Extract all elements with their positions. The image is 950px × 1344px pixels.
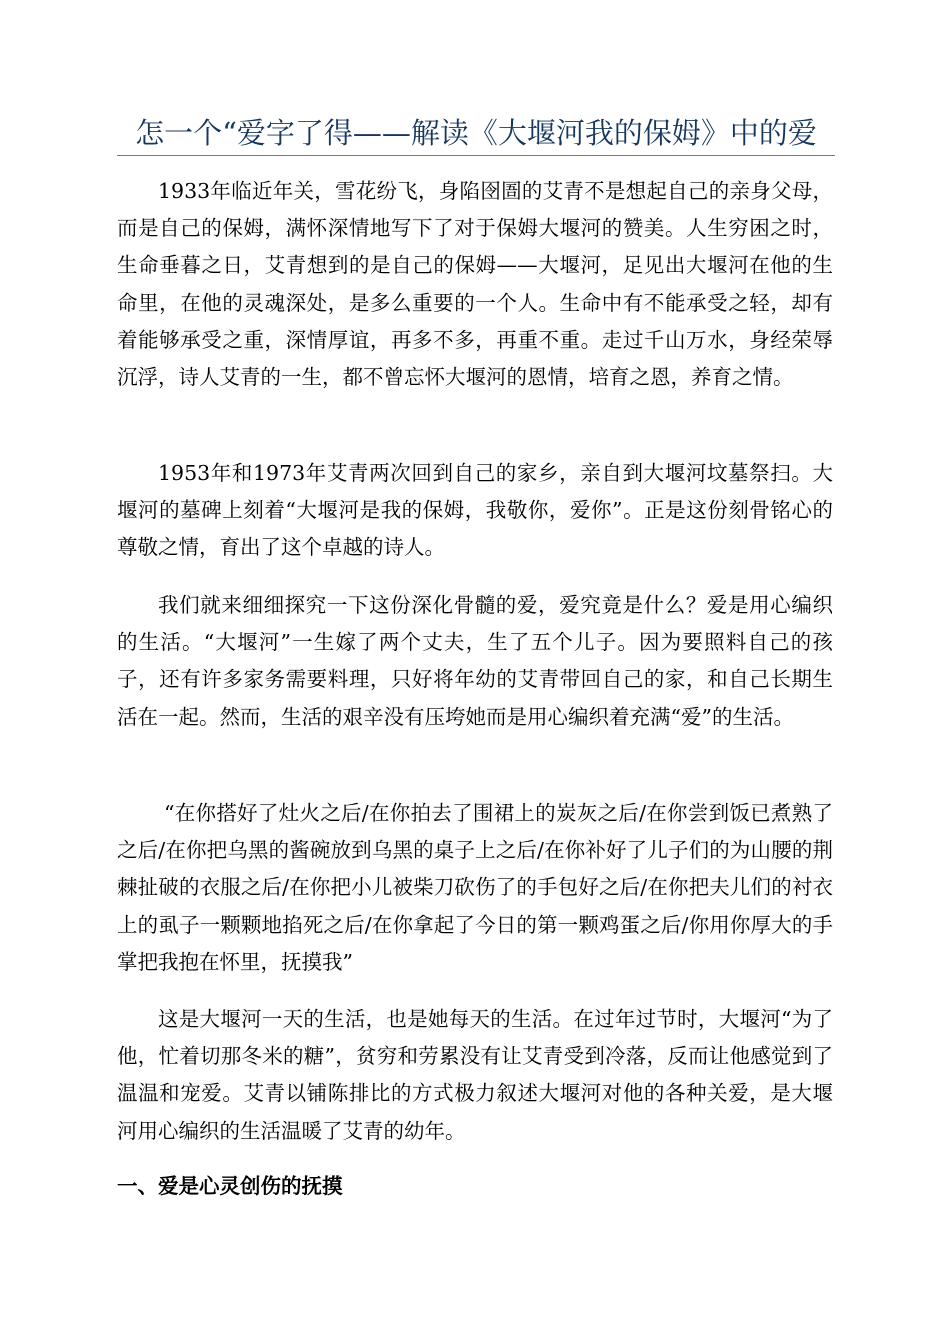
paragraph-5: 这是大堰河一天的生活，也是她每天的生活。在过年过节时，大堰河“为了他，忙着切那冬米的糖”，贫穷和劳累没有让艾青受到冷落，反而让他感觉到了温温和宠爱。艾青以铺陈排比的方式极力叙述大堰河对他的各种关爱，是大堰河用心编织的生活温暖了艾青的幼年。 — [117, 1007, 833, 1143]
paragraph-2: 1953年和1973年艾青两次回到自己的家乡，亲自到大堰河坟墓祭扫。大堰河的墓碑上刻着“大堰河是我的保姆，我敬你，爱你”。正是这份刻骨铭心的尊敬之情，育出了这个卓越的诗人。 — [117, 461, 833, 560]
title-underline — [117, 155, 835, 156]
poem-quote-paragraph: “在你搭好了灶火之后/在你拍去了围裙上的炭灰之后/在你尝到饭已煮熟了之后/在你把乌黑的酱碗放到乌黑的桌子上之后/在你补好了儿子们的为山腰的荆棘扯破的衣服之后/在你把小儿被柴刀砍伤了的手包好之后/在你把夫儿们的衬衣上的虱子一颗颗地掐死之后/在你拿起了今日的第一颗鸡蛋之后/你用你厚大的手掌把我抱在怀里，抚摸我” — [117, 801, 833, 974]
document-title: 怎一个“爱字了得——解读《大堰河我的保姆》中的爱 — [135, 116, 817, 150]
section-heading: 一、爱是心灵创伤的抚摸 — [117, 1174, 343, 1198]
paragraph-1: 1933年临近年关，雪花纷飞，身陷囹圄的艾青不是想起自己的亲身父母，而是自己的保姆，满怀深情地写下了对于保姆大堰河的赞美。人生穷困之时，生命垂暮之日，艾青想到的是自己的保姆——大堰河，足见出大堰河在他的生命里，在他的灵魂深处，是多么重要的一个人。生命中有不能承受之轻，却有着能够承受之重，深情厚谊，再多不多，再重不重。走过千山万水，身经荣辱沉浮，诗人艾青的一生，都不曾忘怀大堰河的恩情，培育之恩，养育之情。 — [117, 179, 833, 390]
paragraph-3: 我们就来细细探究一下这份深化骨髓的爱，爱究竟是什么？爱是用心编织的生活。“大堰河”一生嫁了两个丈夫，生了五个儿子。因为要照料自己的孩子，还有许多家务需要料理，只好将年幼的艾青带回自己的家，和自己长期生活在一起。然而，生活的艰辛没有压垮她而是用心编织着充满“爱”的生活。 — [117, 593, 833, 729]
